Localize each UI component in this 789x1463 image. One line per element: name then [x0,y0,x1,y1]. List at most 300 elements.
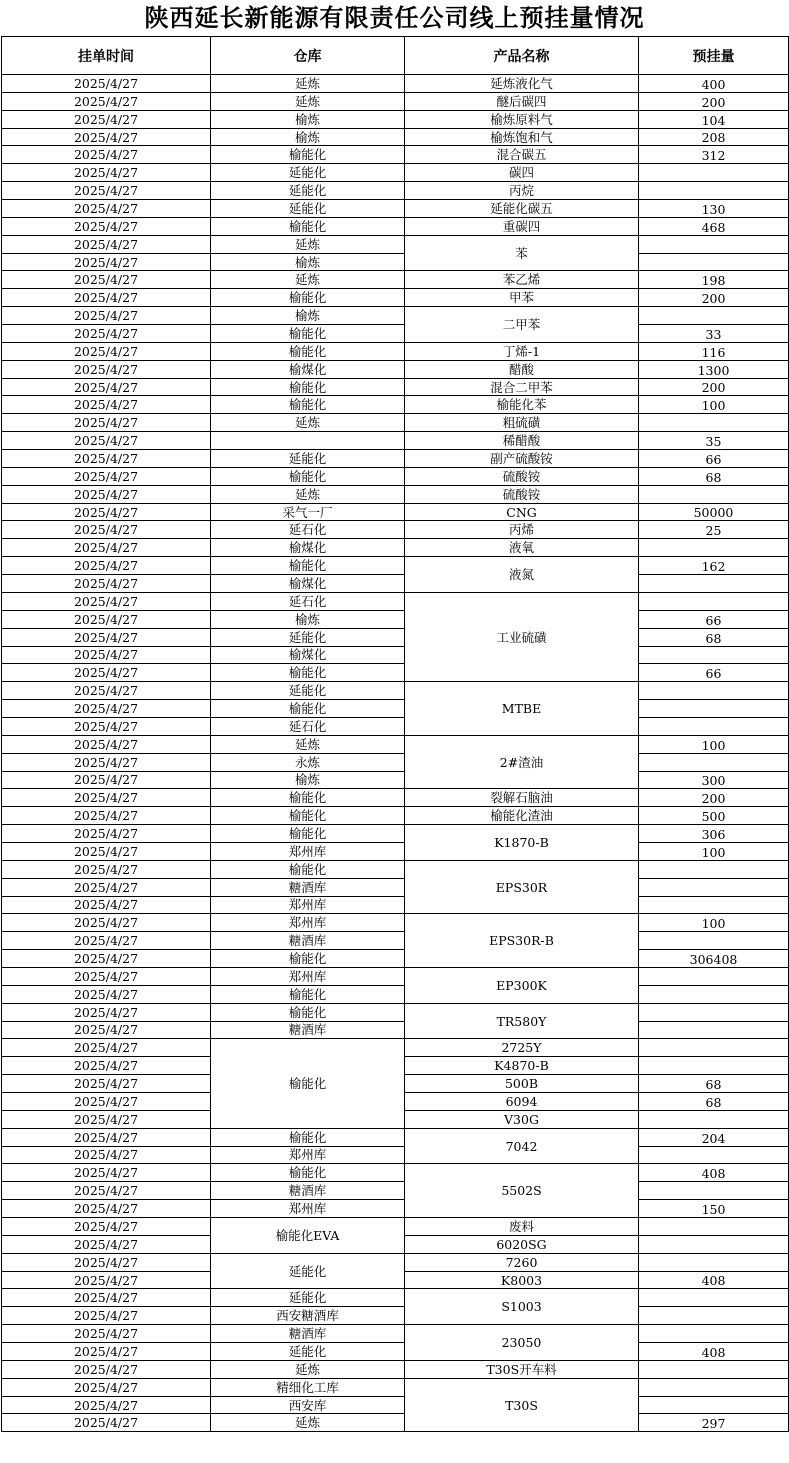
pre-listing-qty-cell: 468 [639,217,789,235]
product-name-cell: 丁烯-1 [405,342,639,360]
listing-time-cell: 2025/4/27 [2,485,211,503]
table-row [2,807,789,825]
listing-time-cell: 2025/4/27 [2,450,211,468]
warehouse-cell: 延炼 [211,75,405,93]
listing-time-cell: 2025/4/27 [2,432,211,450]
warehouse-cell: 榆能化 [211,985,405,1003]
product-name-cell: 粗硫磺 [405,414,639,432]
table-row [2,1128,789,1146]
pre-listing-qty-cell: 204 [639,1128,789,1146]
warehouse-cell: 延炼 [211,414,405,432]
product-name-cell: EP300K [405,967,639,1003]
table-row [2,146,789,164]
pre-listing-qty-cell [639,932,789,950]
pre-listing-qty-cell: 408 [639,1271,789,1289]
table-row [2,932,789,950]
table-row [2,1325,789,1343]
table-row [2,682,789,700]
pre-listing-qty-cell: 35 [639,432,789,450]
listing-time-cell: 2025/4/27 [2,664,211,682]
product-name-cell: 7042 [405,1128,639,1164]
pre-listing-qty-cell [639,575,789,593]
table-row [2,914,789,932]
product-name-cell: 废料 [405,1218,639,1236]
product-name-cell: 榆炼饱和气 [405,128,639,146]
header-pre-listing-qty: 预挂量 [639,37,789,75]
table-row [2,896,789,914]
table-row [2,1378,789,1396]
pre-listing-qty-cell: 68 [639,1092,789,1110]
table-row [2,575,789,593]
pre-listing-qty-cell: 306 [639,825,789,843]
table-row [2,985,789,1003]
listing-time-cell: 2025/4/27 [2,646,211,664]
pre-listing-qty-cell: 66 [639,664,789,682]
product-name-cell: T30S开车料 [405,1360,639,1378]
listing-time-cell: 2025/4/27 [2,914,211,932]
warehouse-cell: 榆炼 [211,610,405,628]
listing-time-cell: 2025/4/27 [2,575,211,593]
listing-time-cell: 2025/4/27 [2,325,211,343]
pre-listing-qty-cell [639,967,789,985]
listing-time-cell: 2025/4/27 [2,825,211,843]
warehouse-cell: 榆能化 [211,1128,405,1146]
listing-time-cell: 2025/4/27 [2,307,211,325]
pre-listing-qty-cell [639,860,789,878]
table-row [2,1182,789,1200]
listing-time-cell: 2025/4/27 [2,128,211,146]
listing-time-cell: 2025/4/27 [2,182,211,200]
warehouse-cell: 延石化 [211,717,405,735]
pre-listing-qty-cell: 312 [639,146,789,164]
warehouse-cell: 郑州库 [211,967,405,985]
listing-time-cell: 2025/4/27 [2,1003,211,1021]
warehouse-cell: 榆炼 [211,128,405,146]
product-name-cell: TR580Y [405,1003,639,1039]
product-name-cell: EPS30R-B [405,914,639,968]
table-row [2,235,789,253]
product-name-cell: 醋酸 [405,360,639,378]
table-row [2,557,789,575]
listing-time-cell: 2025/4/27 [2,1164,211,1182]
listing-time-cell: 2025/4/27 [2,1253,211,1271]
header-listing-time: 挂单时间 [2,37,211,75]
pre-listing-qty-cell: 300 [639,771,789,789]
listing-time-cell: 2025/4/27 [2,932,211,950]
product-name-cell: 苯 [405,235,639,271]
pre-listing-qty-cell: 400 [639,75,789,93]
product-name-cell: 2#渣油 [405,735,639,789]
pre-listing-qty-cell [639,592,789,610]
warehouse-cell: 延炼 [211,1414,405,1432]
table-row [2,967,789,985]
pre-listing-qty-cell [639,646,789,664]
product-name-cell: K1870-B [405,825,639,861]
pre-listing-table [1,36,789,1432]
pre-listing-qty-cell: 150 [639,1200,789,1218]
warehouse-cell: 榆煤化 [211,539,405,557]
product-name-cell: 重碳四 [405,217,639,235]
pre-listing-qty-cell: 68 [639,1075,789,1093]
listing-time-cell: 2025/4/27 [2,467,211,485]
product-name-cell: 7260 [405,1253,639,1271]
listing-time-cell: 2025/4/27 [2,235,211,253]
table-row [2,307,789,325]
pre-listing-qty-cell [639,1057,789,1075]
warehouse-cell: 糖酒库 [211,1021,405,1039]
listing-time-cell: 2025/4/27 [2,75,211,93]
listing-time-cell: 2025/4/27 [2,1075,211,1093]
pre-listing-qty-cell: 104 [639,110,789,128]
warehouse-cell: 郑州库 [211,842,405,860]
warehouse-cell: 延能化 [211,450,405,468]
product-name-cell: 液氮 [405,557,639,593]
table-row [2,1039,789,1057]
listing-time-cell: 2025/4/27 [2,717,211,735]
warehouse-cell: 延炼 [211,92,405,110]
pre-listing-qty-cell: 500 [639,807,789,825]
table-row [2,646,789,664]
pre-listing-qty-cell [639,1003,789,1021]
table-row [2,271,789,289]
table-row [2,253,789,271]
table-row [2,450,789,468]
listing-time-cell: 2025/4/27 [2,1360,211,1378]
warehouse-cell: 延能化 [211,164,405,182]
table-row [2,289,789,307]
pre-listing-qty-cell: 1300 [639,360,789,378]
pre-listing-qty-cell [639,539,789,557]
table-row [2,342,789,360]
pre-listing-qty-cell [639,1039,789,1057]
product-name-cell: 碳四 [405,164,639,182]
product-name-cell: K4870-B [405,1057,639,1075]
warehouse-cell: 糖酒库 [211,1182,405,1200]
listing-time-cell: 2025/4/27 [2,700,211,718]
table-row [2,414,789,432]
table-row [2,592,789,610]
product-name-cell: 液氧 [405,539,639,557]
table-row [2,325,789,343]
pre-listing-qty-cell [639,1289,789,1307]
table-row [2,1307,789,1325]
warehouse-cell: 延能化 [211,1253,405,1289]
pre-listing-qty-cell: 306408 [639,950,789,968]
listing-time-cell: 2025/4/27 [2,1235,211,1253]
warehouse-cell: 西安糖酒库 [211,1307,405,1325]
product-name-cell: 裂解石脑油 [405,789,639,807]
pre-listing-qty-cell [639,1021,789,1039]
warehouse-cell: 榆煤化 [211,575,405,593]
pre-listing-qty-cell: 297 [639,1414,789,1432]
listing-time-cell: 2025/4/27 [2,1182,211,1200]
pre-listing-qty-cell [639,1307,789,1325]
pre-listing-qty-cell [639,1253,789,1271]
warehouse-cell: 精细化工库 [211,1378,405,1396]
listing-time-cell: 2025/4/27 [2,896,211,914]
warehouse-cell: 延石化 [211,592,405,610]
pre-listing-qty-cell: 33 [639,325,789,343]
product-name-cell: 6020SG [405,1235,639,1253]
warehouse-cell: 采气一厂 [211,503,405,521]
table-row [2,878,789,896]
table-header-row [2,37,789,75]
listing-time-cell: 2025/4/27 [2,628,211,646]
table-row [2,950,789,968]
table-row [2,1360,789,1378]
warehouse-cell: 榆能化 [211,1164,405,1182]
listing-time-cell: 2025/4/27 [2,146,211,164]
warehouse-cell: 榆能化 [211,1003,405,1021]
warehouse-cell: 榆能化 [211,396,405,414]
product-name-cell: 500B [405,1075,639,1093]
warehouse-cell: 榆能化 [211,146,405,164]
pre-listing-qty-cell [639,878,789,896]
warehouse-cell: 榆煤化 [211,360,405,378]
listing-time-cell: 2025/4/27 [2,92,211,110]
listing-time-cell: 2025/4/27 [2,967,211,985]
table-row [2,539,789,557]
listing-time-cell: 2025/4/27 [2,557,211,575]
product-name-cell: 苯乙烯 [405,271,639,289]
warehouse-cell: 榆能化 [211,1039,405,1128]
pre-listing-qty-cell: 198 [639,271,789,289]
listing-time-cell: 2025/4/27 [2,396,211,414]
product-name-cell: 混合碳五 [405,146,639,164]
table-row [2,700,789,718]
table-row [2,1289,789,1307]
table-row [2,771,789,789]
pre-listing-qty-cell: 66 [639,610,789,628]
product-name-cell: 混合二甲苯 [405,378,639,396]
listing-time-cell: 2025/4/27 [2,789,211,807]
listing-time-cell: 2025/4/27 [2,950,211,968]
product-name-cell: EPS30R [405,860,639,914]
product-name-cell: 2725Y [405,1039,639,1057]
warehouse-cell: 榆炼 [211,307,405,325]
warehouse-cell: 郑州库 [211,1200,405,1218]
listing-time-cell: 2025/4/27 [2,807,211,825]
pre-listing-qty-cell [639,414,789,432]
warehouse-cell: 榆能化 [211,700,405,718]
warehouse-cell: 榆能化 [211,342,405,360]
pre-listing-qty-cell: 408 [639,1164,789,1182]
listing-time-cell: 2025/4/27 [2,200,211,218]
pre-listing-qty-cell: 200 [639,789,789,807]
listing-time-cell: 2025/4/27 [2,414,211,432]
product-name-cell: 硫酸铵 [405,467,639,485]
product-name-cell: 甲苯 [405,289,639,307]
header-warehouse: 仓库 [211,37,405,75]
pre-listing-qty-cell [639,164,789,182]
pre-listing-qty-cell: 66 [639,450,789,468]
pre-listing-qty-cell [639,1325,789,1343]
warehouse-cell: 榆能化EVA [211,1218,405,1254]
product-name-cell: V30G [405,1110,639,1128]
warehouse-cell: 榆能化 [211,467,405,485]
table-row [2,1396,789,1414]
warehouse-cell: 榆炼 [211,253,405,271]
pre-listing-qty-cell [639,1218,789,1236]
listing-time-cell: 2025/4/27 [2,1271,211,1289]
product-name-cell: 醚后碳四 [405,92,639,110]
table-row [2,467,789,485]
listing-time-cell: 2025/4/27 [2,1378,211,1396]
listing-time-cell: 2025/4/27 [2,1039,211,1057]
listing-time-cell: 2025/4/27 [2,253,211,271]
table-row [2,200,789,218]
pre-listing-qty-cell [639,1396,789,1414]
pre-listing-qty-cell: 200 [639,289,789,307]
listing-time-cell: 2025/4/27 [2,735,211,753]
table-row [2,92,789,110]
warehouse-cell: 延炼 [211,271,405,289]
product-name-cell: 丙烯 [405,521,639,539]
listing-time-cell: 2025/4/27 [2,378,211,396]
product-name-cell: K8003 [405,1271,639,1289]
product-name-cell: 硫酸铵 [405,485,639,503]
listing-time-cell: 2025/4/27 [2,860,211,878]
listing-time-cell: 2025/4/27 [2,360,211,378]
listing-time-cell: 2025/4/27 [2,289,211,307]
warehouse-cell: 糖酒库 [211,932,405,950]
pre-listing-qty-cell: 200 [639,378,789,396]
warehouse-cell [211,432,405,450]
pre-listing-qty-cell [639,1110,789,1128]
listing-time-cell: 2025/4/27 [2,217,211,235]
pre-listing-qty-cell [639,753,789,771]
table-row [2,503,789,521]
product-name-cell: 23050 [405,1325,639,1361]
listing-time-cell: 2025/4/27 [2,878,211,896]
pre-listing-qty-cell [639,182,789,200]
warehouse-cell: 郑州库 [211,914,405,932]
warehouse-cell: 延炼 [211,735,405,753]
table-row [2,1003,789,1021]
listing-time-cell: 2025/4/27 [2,1021,211,1039]
warehouse-cell: 延能化 [211,182,405,200]
table-row [2,360,789,378]
product-name-cell: 稀醋酸 [405,432,639,450]
table-row [2,378,789,396]
warehouse-cell: 延能化 [211,200,405,218]
table-row [2,1021,789,1039]
table-row [2,825,789,843]
listing-time-cell: 2025/4/27 [2,610,211,628]
product-name-cell: 副产硫酸铵 [405,450,639,468]
pre-listing-qty-cell [639,896,789,914]
listing-time-cell: 2025/4/27 [2,592,211,610]
warehouse-cell: 榆能化 [211,950,405,968]
warehouse-cell: 延能化 [211,628,405,646]
warehouse-cell: 延炼 [211,1360,405,1378]
table-row [2,1200,789,1218]
listing-time-cell: 2025/4/27 [2,503,211,521]
table-row [2,753,789,771]
product-name-cell: MTBE [405,682,639,736]
listing-time-cell: 2025/4/27 [2,342,211,360]
listing-time-cell: 2025/4/27 [2,1128,211,1146]
pre-listing-qty-cell [639,717,789,735]
warehouse-cell: 郑州库 [211,1146,405,1164]
pre-listing-qty-cell [639,485,789,503]
listing-time-cell: 2025/4/27 [2,1057,211,1075]
warehouse-cell: 糖酒库 [211,878,405,896]
table-body [2,75,789,1432]
listing-time-cell: 2025/4/27 [2,771,211,789]
listing-time-cell: 2025/4/27 [2,271,211,289]
listing-time-cell: 2025/4/27 [2,753,211,771]
listing-time-cell: 2025/4/27 [2,110,211,128]
warehouse-cell: 榆炼 [211,771,405,789]
pre-listing-qty-cell [639,985,789,1003]
pre-listing-qty-cell: 100 [639,735,789,753]
pre-listing-qty-cell [639,1235,789,1253]
header-product-name: 产品名称 [405,37,639,75]
listing-time-cell: 2025/4/27 [2,1218,211,1236]
product-name-cell: 二甲苯 [405,307,639,343]
product-name-cell: T30S [405,1378,639,1432]
pre-listing-qty-cell: 100 [639,842,789,860]
listing-time-cell: 2025/4/27 [2,682,211,700]
pre-listing-qty-cell [639,235,789,253]
table-row [2,75,789,93]
warehouse-cell: 榆能化 [211,557,405,575]
listing-time-cell: 2025/4/27 [2,164,211,182]
table-row [2,1218,789,1236]
listing-time-cell: 2025/4/27 [2,842,211,860]
warehouse-cell: 郑州库 [211,896,405,914]
product-name-cell: CNG [405,503,639,521]
pre-listing-qty-cell [639,253,789,271]
table-row [2,432,789,450]
pre-listing-qty-cell: 116 [639,342,789,360]
listing-time-cell: 2025/4/27 [2,1092,211,1110]
table-row [2,485,789,503]
table-row [2,842,789,860]
warehouse-cell: 延石化 [211,521,405,539]
table-row [2,717,789,735]
pre-listing-qty-cell: 130 [639,200,789,218]
table-row [2,735,789,753]
product-name-cell: S1003 [405,1289,639,1325]
pre-listing-qty-cell [639,682,789,700]
table-row [2,664,789,682]
warehouse-cell: 榆煤化 [211,646,405,664]
product-name-cell: 榆炼原料气 [405,110,639,128]
pre-listing-qty-cell: 50000 [639,503,789,521]
table-row [2,1146,789,1164]
table-row [2,1343,789,1361]
pre-listing-qty-cell: 200 [639,92,789,110]
table-row [2,164,789,182]
warehouse-cell: 榆能化 [211,217,405,235]
product-name-cell: 5502S [405,1164,639,1218]
listing-time-cell: 2025/4/27 [2,521,211,539]
listing-time-cell: 2025/4/27 [2,1200,211,1218]
pre-listing-qty-cell: 208 [639,128,789,146]
table-row [2,182,789,200]
table-row [2,217,789,235]
warehouse-cell: 榆能化 [211,860,405,878]
product-name-cell: 榆能化苯 [405,396,639,414]
product-name-cell: 延炼液化气 [405,75,639,93]
listing-time-cell: 2025/4/27 [2,539,211,557]
warehouse-cell: 糖酒库 [211,1325,405,1343]
table-row [2,789,789,807]
warehouse-cell: 榆能化 [211,378,405,396]
product-name-cell: 丙烷 [405,182,639,200]
